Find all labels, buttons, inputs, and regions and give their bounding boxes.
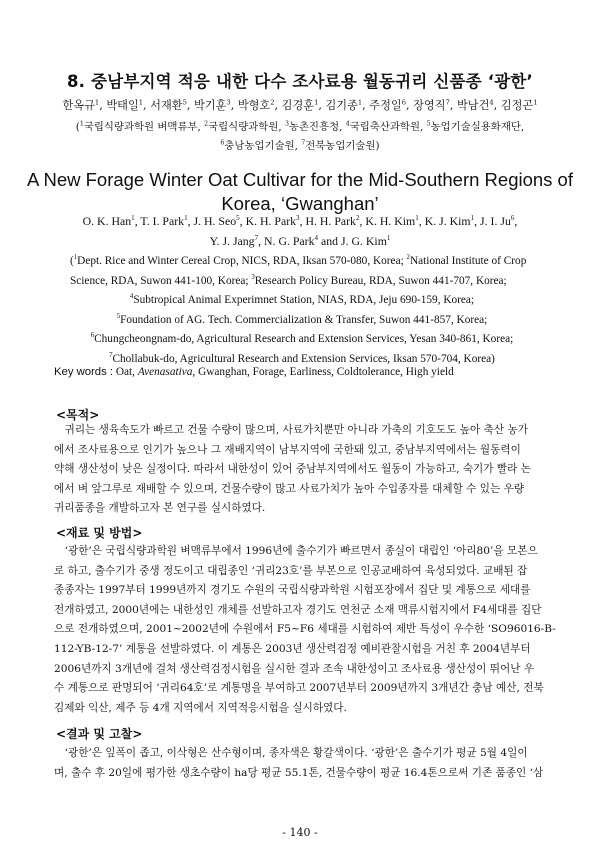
- affil-en-line: ($^1$Dept. Rice and Winter Cereal Crop, NICS, RDA, Iksan 570-080, Korea; $^2$National Institute of Crop: [70, 254, 527, 267]
- affil-en-line: Science, RDA, Suwon 441-100, Korea; $^3$Research Policy Bureau, RDA, Suwon 441-707, Korea;: [70, 273, 507, 287]
- affil-en-line: $^6$Chungcheongnam-do, Agricultural Research and Extension Services, Yesan 340-861, Korea;: [90, 332, 514, 346]
- keywords-label: Key words :: [54, 366, 114, 378]
- author-ko: 박태일$^1$,: [106, 98, 151, 112]
- title-english: [0, 168, 600, 216]
- author-ko: 김기종$^1$,: [325, 98, 370, 112]
- section-heading-methods: <재료 및 방법>: [56, 526, 143, 540]
- authors-korean: [0, 97, 600, 113]
- section-body-results: ‘광한’은 잎폭이 좁고, 이삭형은 산수형이며, 종자색은 황갈색이다. ‘광한’은 출수기가 평균 5월 4일이 며, 출수 후 20일에 평가한 생초수량이 ha당 평균 55.1톤, 건물수량이 평균 16.4톤으로써 기존 품종인 ‘삼: [54, 747, 544, 779]
- author-ko: 박기훈$^3$,: [193, 98, 238, 112]
- title-en-line: Korea, ‘Gwanghan’: [221, 193, 379, 214]
- affil-ko-line: ($^1$국립식량과학원 벼맥류부, $^2$국립식량과학원, $^3$농촌진흥청, $^4$국립축산과학원, $^5$농업기술실용화재단,: [75, 120, 525, 133]
- author-ko: 박형호$^2$,: [237, 98, 282, 112]
- author-ko: 서재환$^5$,: [150, 98, 194, 112]
- author-ko: 박남건$^4$,: [456, 98, 501, 112]
- affil-en-line: $^5$Foundation of AG. Tech. Commercialization & Transfer, Suwon 441-857, Korea;: [116, 313, 488, 326]
- affil-en-line: $^7$Chollabuk-do, Agricultural Research and Extension Services, Iksan 570-704, Korea): [109, 352, 495, 365]
- authors-english: [0, 211, 600, 251]
- affiliations-english: [52, 252, 552, 370]
- author-ko: 김정곤$^1$: [500, 98, 538, 112]
- authors-en-line: O. K. Han$^1$, T. I. Park$^1$, J. H. Seo$^5$, K. H. Park$^3$, H. H. Park$^2$, K. H. Kim$^1$, K. J. Kim$^1$, J. I. Ju$^6$,: [82, 214, 518, 228]
- author-ko: 주정일$^6$,: [369, 98, 414, 112]
- author-ko: 김경훈$^1$,: [281, 98, 326, 112]
- page-number: - 140 -: [282, 826, 318, 839]
- affil-en-line: $^4$Subtropical Animal Experimnet Station, NIAS, RDA, Jeju 690-159, Korea;: [129, 293, 475, 307]
- section-heading-results: <결과 및 고찰>: [56, 727, 143, 741]
- author-ko: 장영직$^7$,: [413, 98, 457, 112]
- section-heading-purpose: <목적>: [56, 408, 100, 422]
- title-korean: 8. 중남부지역 적응 내한 다수 조사료용 월동귀리 신품종 ‘광한’: [67, 72, 533, 91]
- affil-ko-line: $^6$충남농업기술원, $^7$전북농업기술원): [220, 139, 380, 152]
- section-body-purpose: 귀리는 생육속도가 빠르고 건물 수량이 많으며, 사료가치뿐만 아니라 가축의 기호도도 높아 축산 농가 에서 조사료용으로 인기가 높으나 그 재배지역이 남부지역에 국한돼 있고, 중남부지역에서는 월동력이 약해 생산성이 낮은 실정이다. 따라서 내한성이 있어 중남부지역에서도 월동이 가능하고, 숙기가 빨라 논 에서 벼 앞그루로 재배할 수 있으며, 건물수량이 많고 사료가치가 높아 수입종자를 대체할 수 있는 우량 귀리품종을 개발하고자 본 연구를 실시하였다.: [54, 424, 531, 515]
- title-en-line: A New Forage Winter Oat Cultivar for the Mid-Southern Regions of: [27, 169, 573, 190]
- author-ko: 한옥규$^1$,: [62, 98, 107, 112]
- affiliations-korean: [0, 118, 600, 156]
- section-body-methods: ‘광한’은 국립식량과학원 벼맥류부에서 1996년에 출수기가 빠르면서 종실이 대립인 ‘아리80’을 모본으 로 하고, 출수기가 중생 정도이고 대립종인 ‘귀리23호’를 부본으로 인공교배하여 육성되었다. 교배된 잡 종종자는 1997부터 1999년까지 경기도 수원의 국립식량과학원 시험포장에서 집단 및 계통으로 세대를 전개하였고, 2000년에는 내한성인 개체를 선발하고자 경기도 연천군 소재 맥류시험지에서 F4세대를 집단 으로 전개하였으며, 2001~2002년에 수원에서 F5~F6 세대를 시험하여 제반 특성이 우수한 ‘SO96016-B- 112-YB-12-7’ 계통을 선발하였다. 이 계통은 2003년 생산력검정 예비관찰시험을 거친 후 2004년부터 2006년까지 3개년에 걸쳐 생산력검정시험을 실시한 결과 조속 내한성이고 조사료용 생산성이 뛰어난 우 수 계통으로 판명되어 ‘귀리64호’로 계통명을 부여하고 2007년부터 2009년까지 3개년간 충남 예산, 전북 김제와 익산, 제주 등 4개 지역에서 지역적응시험을 실시하였다.: [54, 545, 556, 714]
- authors-en-line: Y. J. Jang$^7$, N. G. Park$^4$ and J. G. Kim$^1$: [209, 234, 391, 248]
- keywords: Key words : Oat, Avenasativa, Gwanghan, Forage, Earliness, Coldtolerance, High yield: [54, 366, 454, 378]
